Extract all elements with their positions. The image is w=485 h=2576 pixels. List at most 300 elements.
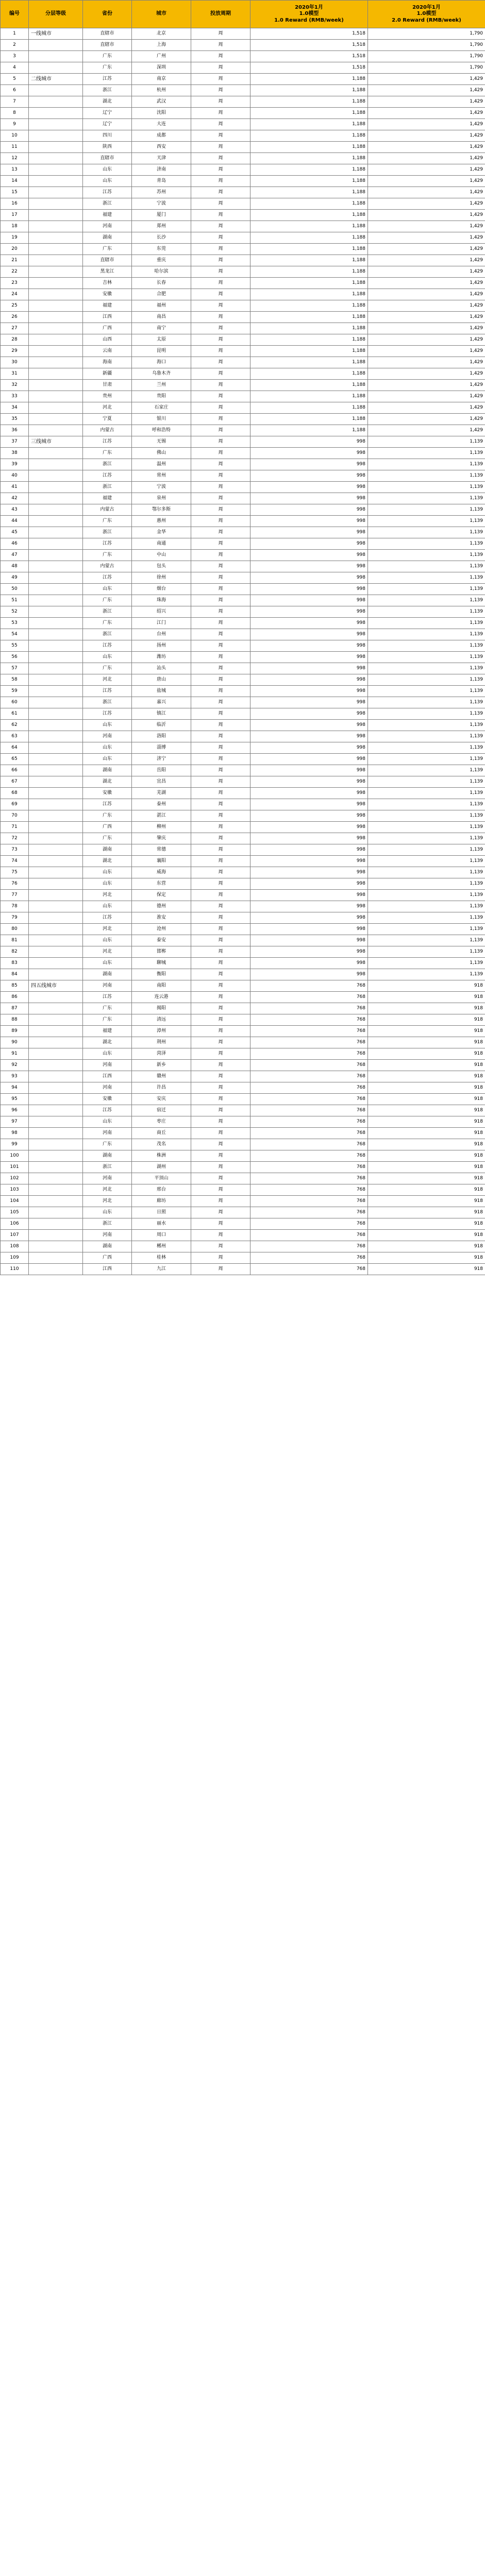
cell-no[interactable]: 50: [1, 584, 29, 595]
cell-reward-1[interactable]: 1,188: [250, 414, 368, 425]
cell-city[interactable]: 鄂尔多斯: [132, 504, 191, 516]
cell-reward-2[interactable]: 918: [368, 1060, 485, 1071]
cell-reward-1[interactable]: 998: [250, 856, 368, 867]
cell-reward-2[interactable]: 1,139: [368, 606, 485, 618]
cell-reward-1[interactable]: 1,188: [250, 334, 368, 346]
cell-launch-period[interactable]: 周: [191, 1230, 250, 1241]
cell-tier[interactable]: [29, 640, 83, 652]
cell-reward-2[interactable]: 918: [368, 1218, 485, 1230]
cell-tier[interactable]: [29, 969, 83, 980]
cell-no[interactable]: 54: [1, 629, 29, 640]
cell-tier[interactable]: [29, 448, 83, 459]
cell-reward-1[interactable]: 1,188: [250, 278, 368, 289]
cell-reward-2[interactable]: 1,139: [368, 776, 485, 788]
cell-reward-2[interactable]: 1,139: [368, 720, 485, 731]
cell-no[interactable]: 86: [1, 992, 29, 1003]
cell-no[interactable]: 1: [1, 28, 29, 40]
cell-tier[interactable]: [29, 856, 83, 867]
cell-city[interactable]: 泉州: [132, 493, 191, 504]
cell-reward-1[interactable]: 768: [250, 1241, 368, 1252]
cell-province[interactable]: 江西: [83, 1264, 132, 1275]
cell-reward-2[interactable]: 918: [368, 1003, 485, 1014]
cell-tier[interactable]: [29, 561, 83, 572]
cell-reward-1[interactable]: 998: [250, 754, 368, 765]
cell-city[interactable]: 南京: [132, 74, 191, 85]
cell-city[interactable]: 德州: [132, 901, 191, 912]
cell-reward-1[interactable]: 1,188: [250, 346, 368, 357]
cell-tier[interactable]: [29, 1116, 83, 1128]
cell-province[interactable]: 河北: [83, 924, 132, 935]
cell-city[interactable]: 邯郸: [132, 946, 191, 958]
cell-reward-2[interactable]: 1,429: [368, 130, 485, 142]
cell-no[interactable]: 109: [1, 1252, 29, 1264]
cell-city[interactable]: 商丘: [132, 1128, 191, 1139]
header-no[interactable]: 编号: [1, 1, 29, 28]
cell-no[interactable]: 3: [1, 51, 29, 62]
cell-launch-period[interactable]: 周: [191, 686, 250, 697]
cell-reward-2[interactable]: 1,139: [368, 901, 485, 912]
cell-province[interactable]: 湖北: [83, 1037, 132, 1048]
cell-tier[interactable]: [29, 142, 83, 153]
cell-province[interactable]: 河南: [83, 1060, 132, 1071]
cell-reward-2[interactable]: 918: [368, 1230, 485, 1241]
cell-reward-2[interactable]: 1,139: [368, 550, 485, 561]
cell-province[interactable]: 江苏: [83, 1105, 132, 1116]
cell-reward-2[interactable]: 1,429: [368, 232, 485, 244]
cell-reward-2[interactable]: 1,790: [368, 40, 485, 51]
cell-province[interactable]: 江苏: [83, 187, 132, 198]
cell-province[interactable]: 河南: [83, 1230, 132, 1241]
cell-tier[interactable]: [29, 867, 83, 878]
cell-reward-2[interactable]: 1,139: [368, 470, 485, 482]
header-reward-2[interactable]: [368, 1, 485, 28]
cell-city[interactable]: 淮安: [132, 912, 191, 924]
cell-reward-2[interactable]: 1,429: [368, 142, 485, 153]
cell-tier[interactable]: [29, 1003, 83, 1014]
cell-tier[interactable]: [29, 1218, 83, 1230]
cell-city[interactable]: 廊坊: [132, 1196, 191, 1207]
cell-reward-2[interactable]: 1,139: [368, 833, 485, 844]
cell-reward-2[interactable]: 918: [368, 980, 485, 992]
cell-province[interactable]: 湖南: [83, 765, 132, 776]
cell-no[interactable]: 22: [1, 266, 29, 278]
cell-reward-1[interactable]: 998: [250, 912, 368, 924]
cell-province[interactable]: 山东: [83, 1048, 132, 1060]
cell-reward-1[interactable]: 768: [250, 1094, 368, 1105]
cell-launch-period[interactable]: 周: [191, 1241, 250, 1252]
cell-province[interactable]: 江苏: [83, 640, 132, 652]
cell-launch-period[interactable]: 周: [191, 153, 250, 164]
cell-tier[interactable]: [29, 1082, 83, 1094]
cell-city[interactable]: 广州: [132, 51, 191, 62]
cell-province[interactable]: 云南: [83, 346, 132, 357]
cell-launch-period[interactable]: 周: [191, 300, 250, 312]
cell-launch-period[interactable]: 周: [191, 448, 250, 459]
cell-tier[interactable]: [29, 85, 83, 96]
cell-reward-1[interactable]: 998: [250, 788, 368, 799]
cell-no[interactable]: 44: [1, 516, 29, 527]
cell-province[interactable]: 广东: [83, 51, 132, 62]
cell-reward-2[interactable]: 1,139: [368, 924, 485, 935]
cell-province[interactable]: 湖北: [83, 96, 132, 108]
cell-reward-1[interactable]: 998: [250, 969, 368, 980]
cell-reward-1[interactable]: 998: [250, 550, 368, 561]
cell-province[interactable]: 江苏: [83, 436, 132, 448]
cell-province[interactable]: 山东: [83, 958, 132, 969]
header-province[interactable]: 省份: [83, 1, 132, 28]
cell-reward-1[interactable]: 998: [250, 618, 368, 629]
cell-no[interactable]: 65: [1, 754, 29, 765]
cell-reward-1[interactable]: 768: [250, 1128, 368, 1139]
cell-province[interactable]: 广东: [83, 1139, 132, 1150]
cell-city[interactable]: 包头: [132, 561, 191, 572]
cell-no[interactable]: 16: [1, 198, 29, 210]
cell-reward-1[interactable]: 998: [250, 436, 368, 448]
cell-reward-1[interactable]: 998: [250, 776, 368, 788]
cell-reward-2[interactable]: 1,139: [368, 958, 485, 969]
cell-no[interactable]: 49: [1, 572, 29, 584]
cell-no[interactable]: 61: [1, 708, 29, 720]
cell-no[interactable]: 32: [1, 380, 29, 391]
cell-tier[interactable]: [29, 176, 83, 187]
cell-launch-period[interactable]: 周: [191, 221, 250, 232]
cell-province[interactable]: 吉林: [83, 278, 132, 289]
cell-launch-period[interactable]: 周: [191, 980, 250, 992]
cell-no[interactable]: 5: [1, 74, 29, 85]
cell-reward-2[interactable]: 1,139: [368, 912, 485, 924]
cell-city[interactable]: 淄博: [132, 742, 191, 754]
cell-tier[interactable]: [29, 334, 83, 346]
cell-tier[interactable]: [29, 232, 83, 244]
cell-reward-2[interactable]: 1,139: [368, 674, 485, 686]
cell-tier[interactable]: [29, 731, 83, 742]
cell-province[interactable]: 福建: [83, 493, 132, 504]
cell-tier[interactable]: [29, 878, 83, 890]
cell-province[interactable]: 浙江: [83, 1218, 132, 1230]
cell-reward-1[interactable]: 998: [250, 686, 368, 697]
cell-reward-2[interactable]: 1,429: [368, 368, 485, 380]
cell-reward-1[interactable]: 998: [250, 504, 368, 516]
cell-no[interactable]: 21: [1, 255, 29, 266]
cell-launch-period[interactable]: 周: [191, 992, 250, 1003]
cell-launch-period[interactable]: 周: [191, 969, 250, 980]
cell-tier[interactable]: [29, 470, 83, 482]
cell-launch-period[interactable]: 周: [191, 28, 250, 40]
cell-tier[interactable]: [29, 1060, 83, 1071]
cell-city[interactable]: 连云港: [132, 992, 191, 1003]
cell-reward-2[interactable]: 1,139: [368, 640, 485, 652]
cell-reward-2[interactable]: 918: [368, 992, 485, 1003]
cell-province[interactable]: 湖南: [83, 844, 132, 856]
cell-reward-1[interactable]: 998: [250, 867, 368, 878]
cell-tier[interactable]: [29, 742, 83, 754]
cell-province[interactable]: 福建: [83, 210, 132, 221]
cell-no[interactable]: 53: [1, 618, 29, 629]
cell-province[interactable]: 浙江: [83, 198, 132, 210]
cell-no[interactable]: 95: [1, 1094, 29, 1105]
cell-province[interactable]: 广西: [83, 323, 132, 334]
cell-no[interactable]: 11: [1, 142, 29, 153]
cell-reward-1[interactable]: 768: [250, 1218, 368, 1230]
cell-launch-period[interactable]: 周: [191, 255, 250, 266]
cell-reward-1[interactable]: 1,518: [250, 40, 368, 51]
cell-tier[interactable]: [29, 697, 83, 708]
cell-reward-2[interactable]: 1,139: [368, 856, 485, 867]
cell-no[interactable]: 62: [1, 720, 29, 731]
cell-reward-1[interactable]: 998: [250, 946, 368, 958]
cell-tier[interactable]: [29, 1128, 83, 1139]
cell-city[interactable]: 岳阳: [132, 765, 191, 776]
cell-reward-2[interactable]: 1,139: [368, 652, 485, 663]
cell-reward-2[interactable]: 1,429: [368, 300, 485, 312]
cell-reward-1[interactable]: 998: [250, 822, 368, 833]
cell-reward-2[interactable]: 1,429: [368, 210, 485, 221]
cell-city[interactable]: 许昌: [132, 1082, 191, 1094]
cell-tier[interactable]: [29, 754, 83, 765]
cell-launch-period[interactable]: 周: [191, 946, 250, 958]
cell-reward-2[interactable]: 1,429: [368, 278, 485, 289]
cell-tier[interactable]: [29, 380, 83, 391]
cell-reward-1[interactable]: 768: [250, 1252, 368, 1264]
cell-province[interactable]: 内蒙古: [83, 504, 132, 516]
cell-city[interactable]: 肇庆: [132, 833, 191, 844]
cell-launch-period[interactable]: 周: [191, 516, 250, 527]
cell-reward-2[interactable]: 1,429: [368, 244, 485, 255]
cell-city[interactable]: 成都: [132, 130, 191, 142]
cell-launch-period[interactable]: 周: [191, 210, 250, 221]
cell-reward-1[interactable]: 1,188: [250, 323, 368, 334]
cell-city[interactable]: 邢台: [132, 1184, 191, 1196]
cell-province[interactable]: 山东: [83, 720, 132, 731]
cell-reward-1[interactable]: 1,188: [250, 425, 368, 436]
cell-no[interactable]: 88: [1, 1014, 29, 1026]
cell-province[interactable]: 浙江: [83, 629, 132, 640]
cell-launch-period[interactable]: 周: [191, 1060, 250, 1071]
cell-reward-2[interactable]: 1,139: [368, 765, 485, 776]
cell-launch-period[interactable]: 周: [191, 504, 250, 516]
cell-reward-2[interactable]: 1,429: [368, 266, 485, 278]
cell-tier[interactable]: [29, 1048, 83, 1060]
cell-reward-2[interactable]: 1,139: [368, 867, 485, 878]
cell-tier[interactable]: [29, 890, 83, 901]
cell-tier[interactable]: [29, 210, 83, 221]
cell-city[interactable]: 镇江: [132, 708, 191, 720]
cell-launch-period[interactable]: 周: [191, 391, 250, 402]
cell-province[interactable]: 安徽: [83, 788, 132, 799]
cell-city[interactable]: 大连: [132, 119, 191, 130]
cell-reward-1[interactable]: 768: [250, 1105, 368, 1116]
cell-reward-1[interactable]: 998: [250, 799, 368, 810]
cell-no[interactable]: 69: [1, 799, 29, 810]
cell-launch-period[interactable]: 周: [191, 912, 250, 924]
cell-reward-1[interactable]: 768: [250, 1173, 368, 1184]
cell-no[interactable]: 105: [1, 1207, 29, 1218]
cell-reward-1[interactable]: 768: [250, 1060, 368, 1071]
cell-no[interactable]: 7: [1, 96, 29, 108]
cell-no[interactable]: 92: [1, 1060, 29, 1071]
cell-city[interactable]: 武汉: [132, 96, 191, 108]
cell-province[interactable]: 河南: [83, 1173, 132, 1184]
cell-province[interactable]: 广东: [83, 550, 132, 561]
cell-city[interactable]: 芜湖: [132, 788, 191, 799]
cell-no[interactable]: 101: [1, 1162, 29, 1173]
cell-no[interactable]: 47: [1, 550, 29, 561]
cell-launch-period[interactable]: 周: [191, 142, 250, 153]
cell-province[interactable]: 浙江: [83, 606, 132, 618]
cell-province[interactable]: 江苏: [83, 74, 132, 85]
cell-tier[interactable]: [29, 708, 83, 720]
cell-reward-1[interactable]: 1,188: [250, 300, 368, 312]
cell-reward-1[interactable]: 998: [250, 958, 368, 969]
cell-province[interactable]: 福建: [83, 300, 132, 312]
cell-tier[interactable]: [29, 255, 83, 266]
cell-city[interactable]: 杭州: [132, 85, 191, 96]
cell-city[interactable]: 汕头: [132, 663, 191, 674]
cell-launch-period[interactable]: 周: [191, 346, 250, 357]
cell-launch-period[interactable]: 周: [191, 901, 250, 912]
cell-reward-1[interactable]: 998: [250, 470, 368, 482]
cell-province[interactable]: 山东: [83, 652, 132, 663]
cell-reward-1[interactable]: 768: [250, 1003, 368, 1014]
cell-reward-1[interactable]: 998: [250, 731, 368, 742]
cell-province[interactable]: 山东: [83, 878, 132, 890]
cell-reward-2[interactable]: 918: [368, 1026, 485, 1037]
cell-tier[interactable]: 二线城市: [29, 74, 83, 85]
cell-reward-2[interactable]: 1,139: [368, 822, 485, 833]
cell-reward-1[interactable]: 998: [250, 629, 368, 640]
cell-province[interactable]: 广东: [83, 1014, 132, 1026]
cell-no[interactable]: 71: [1, 822, 29, 833]
cell-reward-2[interactable]: 1,139: [368, 436, 485, 448]
cell-province[interactable]: 江苏: [83, 799, 132, 810]
cell-no[interactable]: 98: [1, 1128, 29, 1139]
cell-city[interactable]: 天津: [132, 153, 191, 164]
cell-reward-2[interactable]: 1,429: [368, 391, 485, 402]
cell-launch-period[interactable]: 周: [191, 266, 250, 278]
cell-city[interactable]: 南通: [132, 538, 191, 550]
cell-tier[interactable]: [29, 844, 83, 856]
cell-launch-period[interactable]: 周: [191, 720, 250, 731]
cell-reward-2[interactable]: 1,139: [368, 878, 485, 890]
cell-tier[interactable]: [29, 425, 83, 436]
cell-tier[interactable]: [29, 164, 83, 176]
cell-tier[interactable]: [29, 924, 83, 935]
cell-no[interactable]: 48: [1, 561, 29, 572]
cell-city[interactable]: 南宁: [132, 323, 191, 334]
cell-reward-2[interactable]: 1,139: [368, 742, 485, 754]
cell-no[interactable]: 76: [1, 878, 29, 890]
cell-reward-1[interactable]: 1,188: [250, 198, 368, 210]
cell-city[interactable]: 呼和浩特: [132, 425, 191, 436]
cell-tier[interactable]: [29, 1071, 83, 1082]
cell-province[interactable]: 广东: [83, 810, 132, 822]
cell-no[interactable]: 18: [1, 221, 29, 232]
cell-province[interactable]: 辽宁: [83, 119, 132, 130]
cell-reward-1[interactable]: 1,188: [250, 312, 368, 323]
cell-tier[interactable]: [29, 663, 83, 674]
cell-reward-2[interactable]: 918: [368, 1128, 485, 1139]
cell-launch-period[interactable]: 周: [191, 561, 250, 572]
cell-reward-2[interactable]: 1,139: [368, 595, 485, 606]
cell-launch-period[interactable]: 周: [191, 187, 250, 198]
cell-city[interactable]: 扬州: [132, 640, 191, 652]
cell-reward-1[interactable]: 998: [250, 448, 368, 459]
cell-reward-2[interactable]: 1,429: [368, 187, 485, 198]
cell-no[interactable]: 78: [1, 901, 29, 912]
cell-launch-period[interactable]: 周: [191, 1026, 250, 1037]
cell-province[interactable]: 河北: [83, 946, 132, 958]
cell-reward-2[interactable]: 1,429: [368, 108, 485, 119]
cell-reward-2[interactable]: 918: [368, 1252, 485, 1264]
cell-no[interactable]: 31: [1, 368, 29, 380]
cell-no[interactable]: 12: [1, 153, 29, 164]
cell-province[interactable]: 广东: [83, 663, 132, 674]
cell-province[interactable]: 辽宁: [83, 108, 132, 119]
cell-province[interactable]: 山东: [83, 1116, 132, 1128]
cell-launch-period[interactable]: 周: [191, 1048, 250, 1060]
cell-tier[interactable]: [29, 1252, 83, 1264]
cell-reward-1[interactable]: 998: [250, 935, 368, 946]
cell-city[interactable]: 周口: [132, 1230, 191, 1241]
cell-reward-1[interactable]: 1,188: [250, 368, 368, 380]
cell-reward-2[interactable]: 1,139: [368, 527, 485, 538]
cell-reward-2[interactable]: 1,790: [368, 62, 485, 74]
cell-no[interactable]: 2: [1, 40, 29, 51]
cell-launch-period[interactable]: 周: [191, 527, 250, 538]
cell-launch-period[interactable]: 周: [191, 640, 250, 652]
cell-reward-2[interactable]: 1,139: [368, 946, 485, 958]
cell-reward-1[interactable]: 998: [250, 538, 368, 550]
cell-launch-period[interactable]: 周: [191, 1252, 250, 1264]
cell-city[interactable]: 哈尔滨: [132, 266, 191, 278]
cell-reward-2[interactable]: 1,429: [368, 425, 485, 436]
cell-city[interactable]: 石家庄: [132, 402, 191, 414]
cell-city[interactable]: 海口: [132, 357, 191, 368]
cell-reward-1[interactable]: 768: [250, 1207, 368, 1218]
cell-no[interactable]: 58: [1, 674, 29, 686]
cell-no[interactable]: 4: [1, 62, 29, 74]
cell-city[interactable]: 东营: [132, 878, 191, 890]
cell-tier[interactable]: [29, 516, 83, 527]
cell-launch-period[interactable]: 周: [191, 459, 250, 470]
cell-province[interactable]: 广东: [83, 516, 132, 527]
cell-no[interactable]: 68: [1, 788, 29, 799]
cell-no[interactable]: 82: [1, 946, 29, 958]
cell-reward-1[interactable]: 998: [250, 459, 368, 470]
cell-city[interactable]: 金华: [132, 527, 191, 538]
cell-reward-1[interactable]: 768: [250, 992, 368, 1003]
cell-reward-2[interactable]: 1,139: [368, 629, 485, 640]
cell-city[interactable]: 苏州: [132, 187, 191, 198]
cell-reward-2[interactable]: 1,429: [368, 255, 485, 266]
cell-city[interactable]: 九江: [132, 1264, 191, 1275]
cell-launch-period[interactable]: 周: [191, 765, 250, 776]
cell-city[interactable]: 泰州: [132, 799, 191, 810]
cell-launch-period[interactable]: 周: [191, 572, 250, 584]
cell-no[interactable]: 17: [1, 210, 29, 221]
cell-province[interactable]: 浙江: [83, 85, 132, 96]
cell-tier[interactable]: [29, 1014, 83, 1026]
cell-city[interactable]: 常州: [132, 470, 191, 482]
cell-launch-period[interactable]: 周: [191, 402, 250, 414]
cell-city[interactable]: 潍坊: [132, 652, 191, 663]
cell-launch-period[interactable]: 周: [191, 164, 250, 176]
cell-launch-period[interactable]: 周: [191, 1162, 250, 1173]
cell-city[interactable]: 昆明: [132, 346, 191, 357]
cell-province[interactable]: 山东: [83, 1207, 132, 1218]
cell-no[interactable]: 59: [1, 686, 29, 697]
cell-launch-period[interactable]: 周: [191, 1116, 250, 1128]
